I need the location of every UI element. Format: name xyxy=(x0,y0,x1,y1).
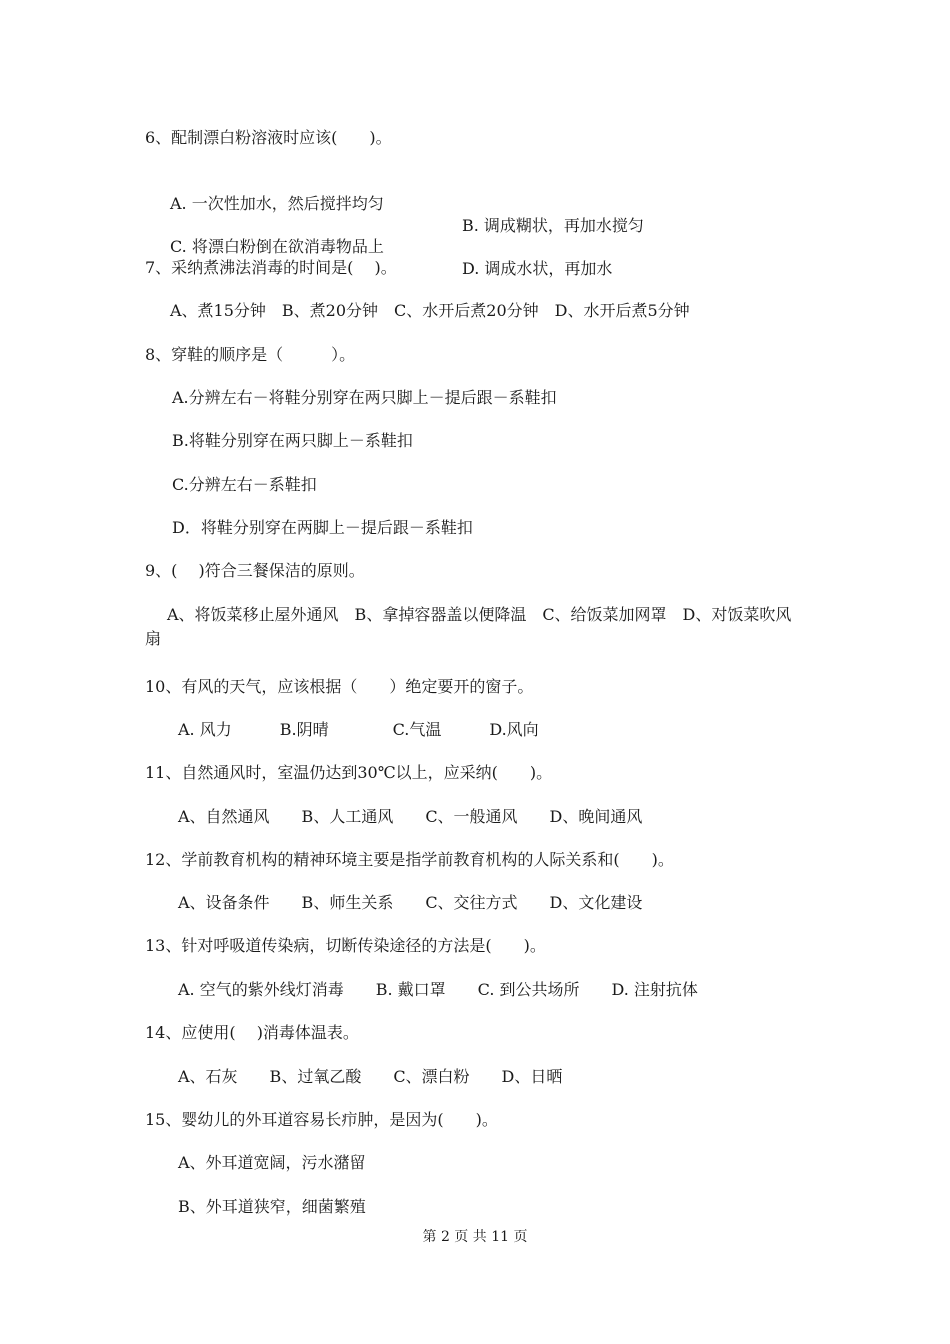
question-9-stem: 9、( )符合三餐保洁的原则。 xyxy=(145,561,365,580)
question-12-stem: 12、学前教育机构的精神环境主要是指学前教育机构的人际关系和( )。 xyxy=(145,850,674,869)
question-6-stem: 6、配制漂白粉溶液时应该( )。 xyxy=(145,128,392,147)
question-14-stem: 14、应使用( )消毒体温表。 xyxy=(145,1023,359,1042)
question-11-stem: 11、自然通风时，室温仍达到30℃以上，应采纳( )。 xyxy=(145,763,553,782)
question-9-options: A、将饭菜移止屋外通风 B、拿掉容器盖以便降温 C、给饭菜加网罩 D、对饭菜吹风扇 xyxy=(145,605,792,648)
question-14-options: A、石灰 B、过氧乙酸 C、漂白粉 D、日晒 xyxy=(178,1067,563,1086)
question-6-option-d: D. 调成水状，再加水 xyxy=(462,259,613,278)
question-6-option-c: C. 将漂白粉倒在欲消毒物品上 xyxy=(170,237,384,256)
question-6-option-a: A. 一次性加水，然后搅拌均匀 xyxy=(170,194,384,213)
question-10-stem: 10、有风的天气，应该根据（ ）绝定要开的窗子。 xyxy=(145,677,534,696)
question-12-options: A、设备条件 B、师生关系 C、交往方式 D、文化建设 xyxy=(178,893,643,912)
question-15-option-a: A、外耳道宽阔，污水潴留 xyxy=(178,1153,366,1172)
question-13-options: A. 空气的紫外线灯消毒 B. 戴口罩 C. 到公共场所 D. 注射抗体 xyxy=(178,980,698,999)
question-8-option-a: A.分辨左右－将鞋分别穿在两只脚上－提后跟－系鞋扣 xyxy=(172,388,557,407)
question-6-option-b: B. 调成糊状，再加水搅匀 xyxy=(462,216,644,235)
question-10-options: A. 风力 B.阴晴 C.气温 D.风向 xyxy=(178,720,539,739)
question-7-options: A、煮15分钟 B、煮20分钟 C、水开后煮20分钟 D、水开后煮5分钟 xyxy=(170,301,690,320)
question-6-options-row-2 xyxy=(0,214,950,302)
question-7-stem: 7、采纳煮沸法消毒的时间是( )。 xyxy=(145,258,397,277)
page-number-footer: 第 2 页 共 11 页 xyxy=(422,1229,528,1245)
question-8-option-b: B.将鞋分别穿在两只脚上－系鞋扣 xyxy=(172,431,413,450)
question-15-option-b: B、外耳道狭窄，细菌繁殖 xyxy=(178,1197,366,1216)
question-11-options: A、自然通风 B、人工通风 C、一般通风 D、晚间通风 xyxy=(178,807,643,826)
question-8-option-d: D．将鞋分别穿在两脚上－提后跟－系鞋扣 xyxy=(172,518,473,537)
question-15-stem: 15、婴幼儿的外耳道容易长疖肿，是因为( )。 xyxy=(145,1110,498,1129)
question-8-option-c: C.分辨左右－系鞋扣 xyxy=(172,475,317,494)
question-8-stem: 8、穿鞋的顺序是（ ）。 xyxy=(145,345,356,364)
question-13-stem: 13、针对呼吸道传染病，切断传染途径的方法是( )。 xyxy=(145,936,546,955)
